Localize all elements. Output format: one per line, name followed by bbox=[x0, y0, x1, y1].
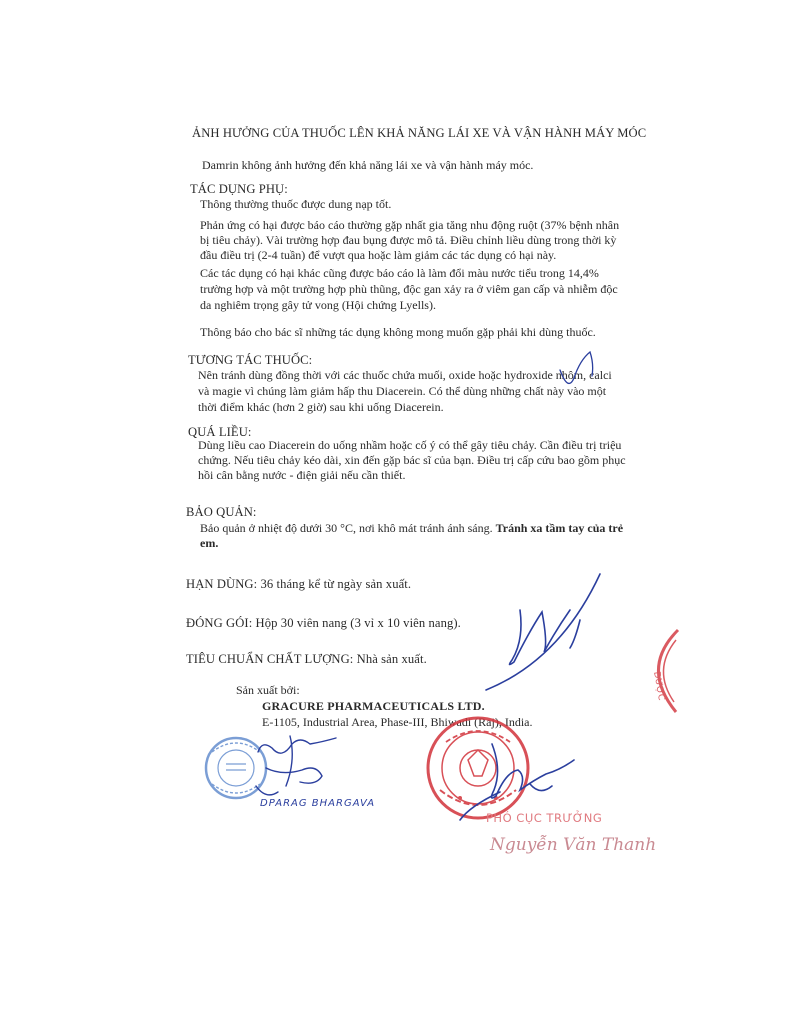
overdose-heading: QUÁ LIỀU: bbox=[188, 425, 252, 439]
side-effects-line: bị tiêu chảy). Vài trường hợp đau bụng được mô tả. Điều chỉnh liều dùng trong thời kỳ bbox=[200, 233, 617, 247]
drive-heading: ẢNH HƯỞNG CỦA THUỐC LÊN KHẢ NĂNG LÁI XE VÀ VẬN HÀNH MÁY MÓC bbox=[192, 126, 647, 140]
side-effects-line: Phản ứng có hại được báo cáo thường gặp nhất gia tăng nhu động ruột (37% bệnh nhân bbox=[200, 218, 620, 232]
side-effects-line: da nghiêm trọng gây tử vong (Hội chứng Lyells). bbox=[200, 298, 436, 312]
storage-plain-text: Bảo quản ở nhiệt độ dưới 30 °C, nơi khô mát tránh ánh sáng. bbox=[200, 521, 493, 535]
storage-heading: BẢO QUẢN: bbox=[186, 505, 257, 519]
official-stamp bbox=[428, 718, 528, 818]
packing: ĐÓNG GÓI: Hộp 30 viên nang (3 vỉ x 10 viên nang). bbox=[186, 616, 461, 630]
side-effects-line: Các tác dụng có hại khác cũng được báo cáo là làm đổi màu nước tiểu trong 14,4% bbox=[200, 266, 599, 280]
interactions-line: thời điểm khác (hơn 2 giờ) sau khi uống Diacerein. bbox=[198, 400, 444, 414]
manufacturer-signature bbox=[256, 736, 375, 809]
side-effects-line: Thông thường thuốc được dung nạp tốt. bbox=[200, 197, 392, 211]
official-signature bbox=[460, 744, 574, 820]
approval-signature bbox=[486, 574, 600, 690]
overdose-line: Dùng liều cao Diacerein do uống nhầm hoặc cố ý có thể gây tiêu chảy. Cần điều trị triệu bbox=[198, 438, 622, 452]
side-effects-heading: TÁC DỤNG PHỤ: bbox=[190, 182, 288, 196]
interactions-line: Nên tránh dùng đồng thời với các thuốc chứa muối, oxide hoặc hydroxide nhôm, calci bbox=[198, 368, 612, 382]
edge-stamp bbox=[651, 630, 678, 712]
overdose-line: chứng. Nếu tiêu chảy kéo dài, xin đến gặp bác sĩ của bạn. Điều trị cấp cứu bao gồm phục bbox=[198, 453, 626, 467]
manufacturer-label: Sản xuất bởi: bbox=[236, 683, 300, 697]
interactions-line: và magie vì chúng làm giảm hấp thu Diacerein. Có thể dùng những chất này vào một bbox=[198, 384, 607, 398]
manufacturer-name: GRACURE PHARMACEUTICALS LTD. bbox=[262, 699, 485, 713]
svg-text:DƯỢC: DƯỢC bbox=[651, 670, 666, 702]
signer-title: PHÓ CỤC TRƯỞNG bbox=[486, 811, 603, 825]
manufacturer-address: E-1105, Industrial Area, Phase-III, Bhiwadi (Raj), India. bbox=[262, 715, 533, 729]
signer-name: Nguyễn Văn Thanh bbox=[490, 835, 657, 855]
side-effects-line: đầu điều trị (2-4 tuần) để vượt qua hoặc làm giảm các tác dụng có hại này. bbox=[200, 248, 557, 262]
interactions-heading: TƯƠNG TÁC THUỐC: bbox=[188, 353, 313, 367]
drive-text: Damrin không ảnh hưởng đến khả năng lái xe và vận hành máy móc. bbox=[202, 158, 534, 172]
pen-mark bbox=[560, 352, 593, 383]
company-stamp bbox=[206, 738, 266, 798]
storage-warning-bold: Tránh xa tầm tay của trẻ bbox=[495, 521, 624, 535]
side-effects-line: Thông báo cho bác sĩ những tác dụng không mong muốn gặp phải khi dùng thuốc. bbox=[200, 325, 596, 339]
quality-standard: TIÊU CHUẨN CHẤT LƯỢNG: Nhà sản xuất. bbox=[186, 652, 427, 666]
overdose-line: hồi cân bằng nước - điện giải nếu cần thiết. bbox=[198, 468, 406, 482]
storage-warning-bold-cont: em. bbox=[200, 536, 219, 550]
svg-text:DPARAG BHARGAVA: DPARAG BHARGAVA bbox=[260, 798, 376, 809]
side-effects-line: trường hợp và một trường hợp phù thũng, độc gan xảy ra ở viêm gan cấp và nhiễm độc bbox=[200, 282, 618, 296]
shelf-life: HẠN DÙNG: 36 tháng kể từ ngày sản xuất. bbox=[186, 577, 412, 591]
